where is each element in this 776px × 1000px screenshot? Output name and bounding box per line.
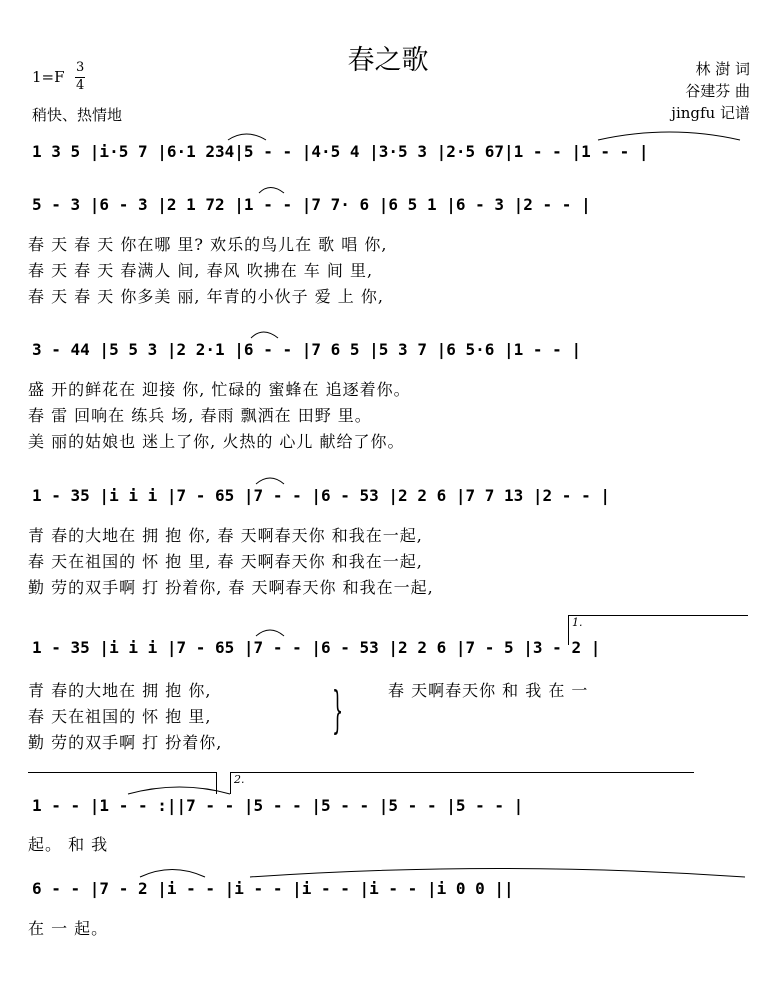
verse-brace: } — [332, 681, 344, 739]
volta-1-label: 1. — [572, 616, 583, 629]
lyric-row-5-ending: 春 天啊春天你 和 我 在 一 — [388, 681, 589, 700]
score-row-2: 5 - 3 |6 - 3 |2 1 72 |1 - - |7 7· 6 |6 5 1 |6 - 3 |2 - - | — [32, 195, 591, 214]
lyric-row-6: 起。 和 我 — [28, 835, 109, 854]
score-row-3: 3 - 44 |5 5 3 |2 2·1 |6 - - |7 6 5 |5 3 7 |6 5·6 |1 - - | — [32, 340, 582, 359]
lyric-row-3-verse-3: 美 丽的姑娘也 迷上了你, 火热的 心儿 献给了你。 — [28, 432, 405, 451]
song-title: 春之歌 — [347, 45, 429, 76]
lyric-row-4-verse-2: 春 天在祖国的 怀 抱 里, 春 天啊春天你 和我在一起, — [28, 552, 423, 571]
lyric-row-2-verse-3: 春 天 春 天 你多美 丽, 年青的小伙子 爱 上 你, — [28, 287, 384, 306]
key-signature: 1=F — [32, 68, 65, 86]
lyric-row-4-verse-1: 青 春的大地在 拥 抱 你, 春 天啊春天你 和我在一起, — [28, 526, 423, 545]
lyric-row-3-verse-1: 盛 开的鲜花在 迎接 你, 忙碌的 蜜蜂在 追逐着你。 — [28, 380, 411, 399]
lyric-row-2-verse-2: 春 天 春 天 春满人 间, 春风 吹拂在 车 间 里, — [28, 261, 374, 280]
lyric-row-2-verse-1: 春 天 春 天 你在哪 里? 欢乐的鸟儿在 歌 唱 你, — [28, 235, 388, 254]
lyric-row-5-verse-3: 勤 劳的双手啊 打 扮着你, — [28, 733, 223, 752]
meter-bottom: 4 — [76, 78, 85, 93]
score-row-6: 1 - - |1 - - :||7 - - |5 - - |5 - - |5 - - |5 - - | — [32, 796, 524, 815]
lyric-row-4-verse-3: 勤 劳的双手啊 打 扮着你, 春 天啊春天你 和我在一起, — [28, 578, 434, 597]
composer-credit: 谷建芬 曲 — [685, 82, 750, 100]
lyric-row-5-verse-1: 青 春的大地在 拥 抱 你, — [28, 681, 212, 700]
lyric-row-3-verse-2: 春 雷 回响在 练兵 场, 春雨 飘洒在 田野 里。 — [28, 406, 372, 425]
score-row-7: 6 - - |7 - 2 |i - - |i - - |i - - |i - - |i 0 0 || — [32, 879, 514, 898]
meter-top: 3 — [76, 60, 85, 75]
tempo-marking: 稍快、热情地 — [32, 106, 123, 124]
transcriber-credit: jingfu 记谱 — [671, 104, 750, 122]
lyric-row-5-verse-2: 春 天在祖国的 怀 抱 里, — [28, 707, 212, 726]
score-row-1: 1 3 5 |i·5 7 |6·1 234|5 - - |4·5 4 |3·5 3 |2·5 67|1 - - |1 - - | — [32, 142, 649, 161]
score-row-4: 1 - 35 |i i i |7 - 65 |7 - - |6 - 53 |2 2 6 |7 7 13 |2 - - | — [32, 486, 610, 505]
lyric-row-7: 在 一 起。 — [28, 919, 109, 938]
lyricist-credit: 林 澍 词 — [695, 60, 750, 78]
score-row-5: 1 - 35 |i i i |7 - 65 |7 - - |6 - 53 |2 2 6 |7 - 5 |3 - 2 | — [32, 638, 601, 657]
volta-2-label: 2. — [234, 773, 245, 786]
